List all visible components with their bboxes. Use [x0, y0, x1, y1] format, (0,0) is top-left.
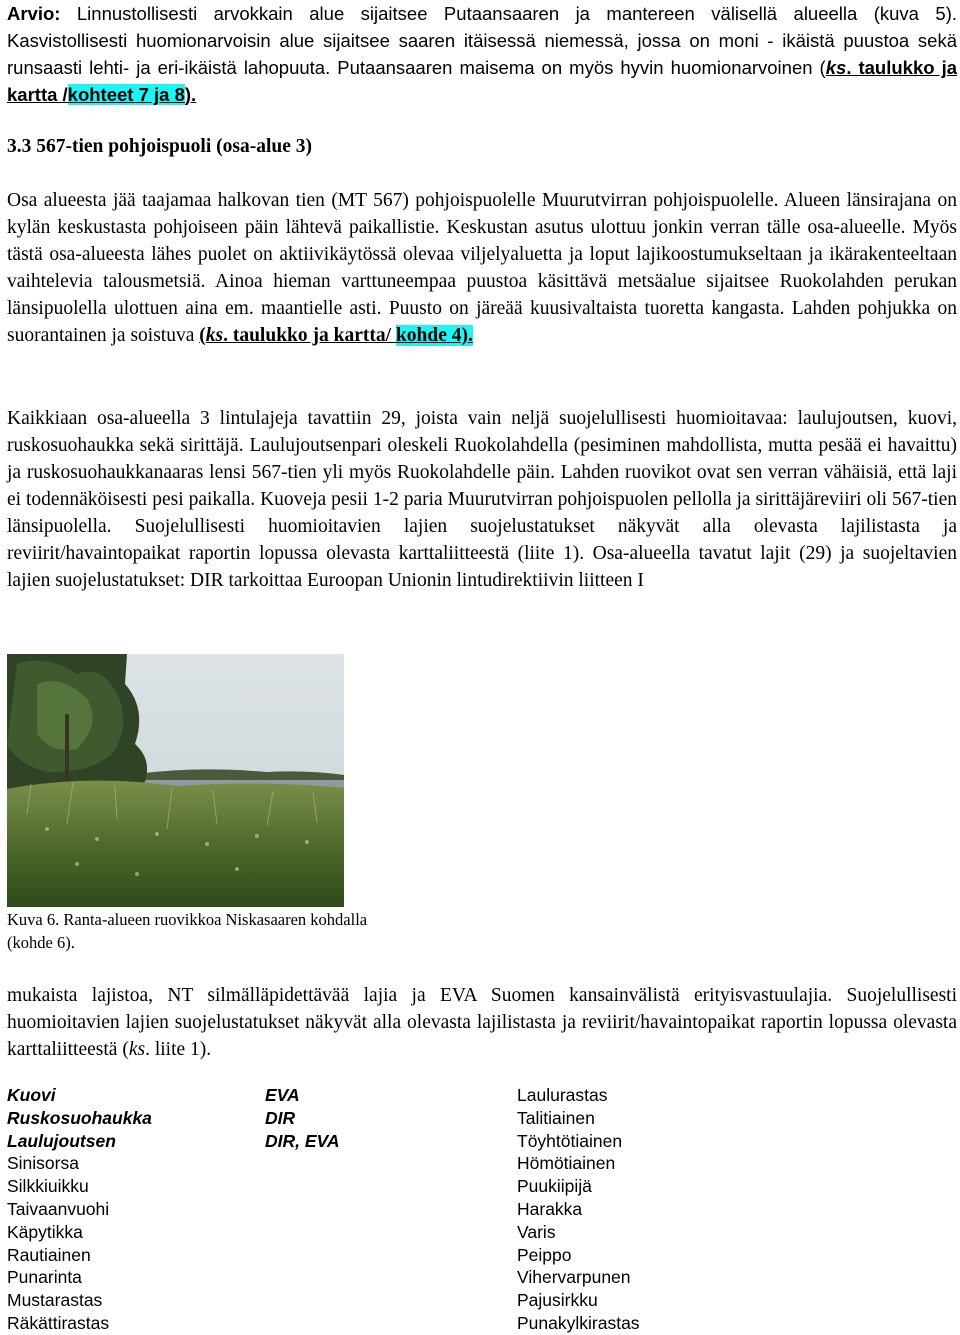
species-item: Rautiainen	[7, 1244, 91, 1265]
area-description-paragraph	[7, 187, 957, 349]
status-item: DIR	[265, 1107, 296, 1128]
species-item: Hömötiainen	[517, 1153, 616, 1174]
conservation-status-col	[265, 1084, 340, 1152]
assessment-paragraph	[7, 0, 957, 108]
species-intro-text: mukaista lajistoa, NT silmälläpidettävää lajia ja EVA Suomen kansainvälistä erityisvastuulajia. Suojelullisesti huomioitavien lajien suojelustatukset näkyvät alla olevasta lajilistasta ja reviirit/havaintopaikat raportin lopussa olevasta karttaliitteestä (	[7, 985, 957, 1060]
area-description-text: Osa alueesta jää taajamaa halkovan tien (MT 567) pohjoispuolelle Muurutvirran pohjoispuolelle. Alueen länsirajana on kylän keskustasta pohjoiseen päin lähtevä paikallistie. Keskustan asutus ulottuu jonkin verran tälle osa-alueelle. Myös tästä osa-alueesta lähes puolet on aktiivikäytössä olevaa viljelyaluetta ja loput lajikoostumukseltaan ja ikärakenteeltaan vaihtelevia talousmetsiä. Ainoa hieman varttuneempaa puustoa käsittävä metsäalue sijaitsee Ruokolahden perukan länsipuolella ulottuen aina em. maantielle asti. Puusto on järeää kuusivaltaista tuoretta kangasta. Lahden pohjukka on suorantainen ja soistuva	[7, 190, 957, 346]
reference-text: . taulukko ja kartta /	[7, 57, 958, 105]
shoreline-reed-photo	[7, 654, 344, 907]
species-item: Pajusirkku	[517, 1290, 598, 1311]
species-item: Ruskosuohaukka	[7, 1107, 152, 1128]
status-item: DIR, EVA	[265, 1130, 340, 1151]
species-item: Laulujoutsen	[7, 1130, 116, 1151]
species-item: Talitiainen	[517, 1107, 595, 1128]
photo-caption: Kuva 6. Ranta-alueen ruovikkoa Niskasaaren kohdalla (kohde 6).	[7, 910, 368, 952]
bird-survey-paragraph: Kaikkiaan osa-alueella 3 lintulajeja tavattiin 29, joista vain neljä suojelullisesti huomioitavaa: laulujoutsen, kuovi, ruskosuohaukka sekä sirittäjä. Laulujoutsenpari oleskeli Ruokolahdella (pesiminen mahdollista, mutta pesää ei havaittu) ja ruskosuohaukkanaaras lensi 567-tien yli myös Ruokolahdelle päin. Lahden ruovikot ovat sen verran vähäisiä, että laji ei todennäköisesti pesi paikalla. Kuoveja pesii 1-2 paria Muurutvirran pohjoispuolen pellolla ja sirittäjäreviiri oli 567-tien länsipuolella. Suojelullisesti huomioitavien lajien suojelustatukset näkyvät alla olevasta lajilistasta ja reviirit/havaintopaikat raportin lopussa olevasta karttaliitteestä (liite 1). Osa-alueella tavatut lajit (29) ja suojeltavien lajien suojelustatukset: DIR tarkoittaa Euroopan Unionin lintudirektiivin liitteen I	[7, 408, 957, 591]
species-item: Laulurastas	[517, 1085, 608, 1105]
ks-abbrev: ks	[825, 57, 847, 78]
species-item: Harakka	[517, 1198, 583, 1219]
ref-open: (	[199, 325, 206, 346]
species-item: Räkättirastas	[7, 1312, 110, 1333]
assessment-text: Linnustollisesti arvokkain alue sijaitsee Putaansaaren ja mantereen välisellä alueella (kuva 5). Kasvistollisesti huomionarvoisin alue sijaitsee saaren itäisessä niemessä, jossa on moni - ikäistä puustoa sekä runsaasti lehti- ja eri-ikäistä lahopuuta. Putaansaaren maisema on myös hyvin huomionarvoinen (	[7, 3, 957, 78]
species-intro-end: . liite 1).	[145, 1039, 212, 1060]
species-item: Taivaanvuohi	[7, 1198, 110, 1219]
species-item: Käpytikka	[7, 1221, 83, 1242]
species-item: Sinisorsa	[7, 1153, 79, 1174]
species-item: Puukiipijä	[517, 1176, 592, 1197]
species-item: Punarinta	[7, 1267, 82, 1288]
reference-end: ).	[184, 84, 197, 105]
ks-abbrev-2: ks	[205, 325, 224, 346]
species-list-col1	[7, 1084, 152, 1335]
reference-highlight-2: kohde 4).	[395, 325, 473, 346]
species-item: Mustarastas	[7, 1290, 103, 1311]
species-list-col3	[517, 1084, 640, 1335]
species-item: Punakylkirastas	[517, 1312, 640, 1333]
status-item: EVA	[265, 1085, 300, 1105]
ks-abbrev-3: ks	[128, 1039, 146, 1060]
species-item: Peippo	[517, 1244, 572, 1265]
species-item: Kuovi	[7, 1085, 56, 1105]
reference-text-2: . taulukko ja kartta/	[223, 325, 396, 346]
assessment-label: Arvio:	[7, 3, 61, 24]
species-intro-paragraph	[7, 982, 957, 1063]
reference-highlight: kohteet 7 ja 8	[67, 84, 185, 105]
species-item: Töyhtötiainen	[517, 1130, 623, 1151]
species-item: Silkkiuikku	[7, 1176, 89, 1197]
species-item: Vihervarpunen	[517, 1267, 631, 1288]
section-heading: 3.3 567-tien pohjoispuoli (osa-alue 3)	[7, 136, 312, 157]
species-item: Varis	[517, 1221, 556, 1242]
